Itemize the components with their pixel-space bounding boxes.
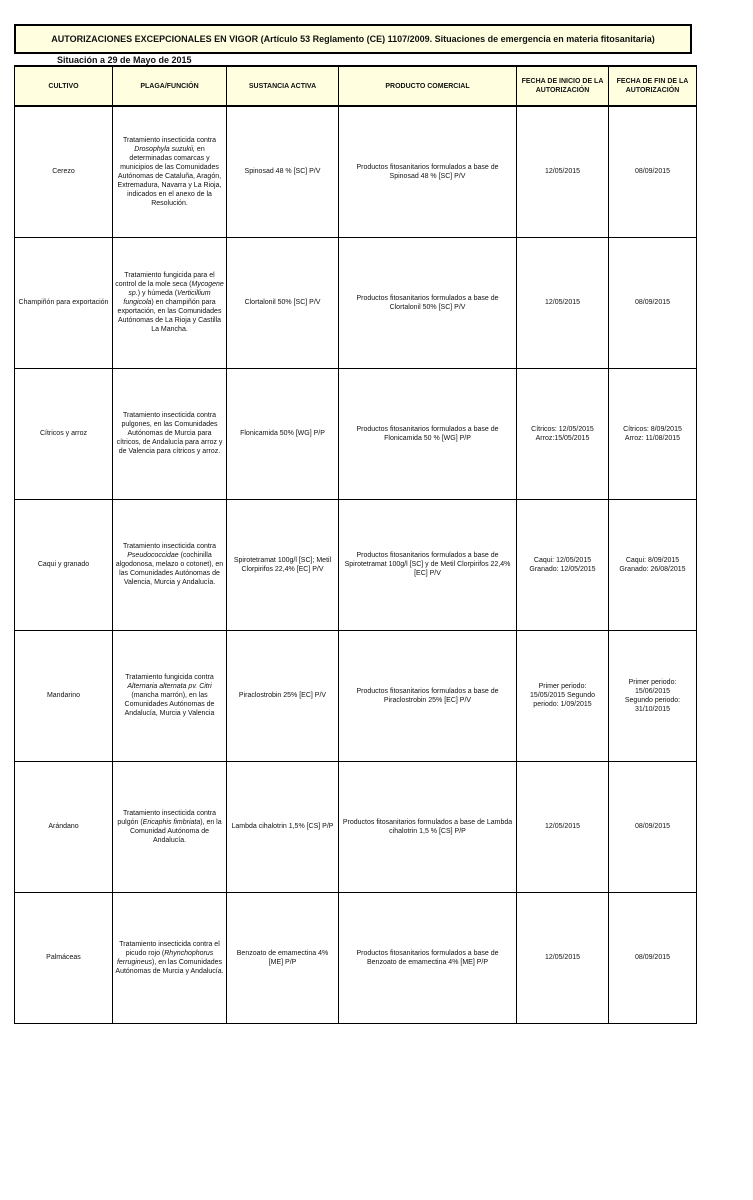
table-row — [15, 892, 697, 1023]
cell-cultivo: Caqui y granado — [15, 499, 113, 630]
situation-date: Situación a 29 de Mayo de 2015 — [57, 55, 192, 65]
cell-cultivo: Mandarino — [15, 630, 113, 761]
header-fecha-fin: FECHA DE FIN DE LA AUTORIZACIÓN — [609, 66, 697, 106]
header-cultivo: CULTIVO — [15, 66, 113, 106]
cell-sustancia: Lambda cihalotrin 1,5% [CS] P/P — [227, 761, 339, 892]
cell-fecha-inicio: 12/05/2015 — [517, 761, 609, 892]
cell-cultivo: Palmáceas — [15, 892, 113, 1023]
header-plaga: PLAGA/FUNCIÓN — [113, 66, 227, 106]
authorizations-table — [14, 65, 697, 1024]
document-title — [14, 24, 692, 54]
cell-cultivo: Cerezo — [15, 106, 113, 237]
cell-fecha-inicio: Cítricos: 12/05/2015 Arroz:15/05/2015 — [517, 368, 609, 499]
cell-fecha-inicio: 12/05/2015 — [517, 237, 609, 368]
cell-fecha-fin: Caqui: 8/09/2015 Granado: 26/08/2015 — [609, 499, 697, 630]
cell-fecha-inicio: Primer periodo: 15/05/2015 Segundo periodo: 1/09/2015 — [517, 630, 609, 761]
cell-sustancia: Piraclostrobin 25% [EC] P/V — [227, 630, 339, 761]
cell-plaga: Tratamiento insecticida contra Drosophyla suzukii, en determinadas comarcas y municipios de las Comunidades Autónomas de Cataluña, Aragón, Extremadura, Navarra y La Rioja, indicados en el anexo de la Resolución. — [113, 106, 227, 237]
cell-sustancia: Benzoato de emamectina 4% [ME] P/P — [227, 892, 339, 1023]
cell-producto: Productos fitosanitarios formulados a base de Spinosad 48 % [SC] P/V — [339, 106, 517, 237]
cell-producto: Productos fitosanitarios formulados a base de Flonicamida 50 % [WG] P/P — [339, 368, 517, 499]
cell-fecha-inicio: 12/05/2015 — [517, 892, 609, 1023]
cell-fecha-fin: 08/09/2015 — [609, 237, 697, 368]
cell-fecha-fin: 08/09/2015 — [609, 106, 697, 237]
table-row — [15, 761, 697, 892]
cell-plaga: Tratamiento insecticida contra pulgones, en las Comunidades Autónomas de Murcia para cítricos, de Andalucía para arroz y de Valencia para cítricos y arroz. — [113, 368, 227, 499]
cell-sustancia: Spirotetramat 100g/l [SC]; Metil Clorpirifos 22,4% [EC] P/V — [227, 499, 339, 630]
cell-sustancia: Clortalonil 50% [SC] P/V — [227, 237, 339, 368]
cell-producto: Productos fitosanitarios formulados a base de Clortalonil 50% [SC] P/V — [339, 237, 517, 368]
cell-sustancia: Spinosad 48 % [SC] P/V — [227, 106, 339, 237]
table-row — [15, 106, 697, 237]
header-producto: PRODUCTO COMERCIAL — [339, 66, 517, 106]
table-row — [15, 499, 697, 630]
cell-fecha-fin: 08/09/2015 — [609, 761, 697, 892]
table-header-row — [15, 66, 697, 106]
cell-fecha-fin: Primer periodo: 15/06/2015 Segundo periodo: 31/10/2015 — [609, 630, 697, 761]
cell-fecha-inicio: Caqui: 12/05/2015 Granado: 12/05/2015 — [517, 499, 609, 630]
header-fecha-inicio: FECHA DE INICIO DE LA AUTORIZACIÓN — [517, 66, 609, 106]
table-row — [15, 237, 697, 368]
cell-cultivo: Champiñón para exportación — [15, 237, 113, 368]
cell-plaga: Tratamiento insecticida contra el picudo rojo (Rhynchophorus ferrugineus), en las Comunidades Autónomas de Murcia y Andalucía. — [113, 892, 227, 1023]
cell-cultivo: Cítricos y arroz — [15, 368, 113, 499]
cell-plaga: Tratamiento insecticida contra pulgón (Ericaphis fimbriata), en la Comunidad Autónoma de Andalucía. — [113, 761, 227, 892]
cell-producto: Productos fitosanitarios formulados a base de Lambda cihalotrin 1,5 % [CS] P/P — [339, 761, 517, 892]
cell-plaga: Tratamiento fungicida contra Alternaria alternata pv. Citri (mancha marrón), en las Comunidades Autónomas de Andalucía, Murcia y Valencia — [113, 630, 227, 761]
cell-plaga: Tratamiento insecticida contra Pseudococcidae (cochinilla algodonosa, melazo o cotonet), en las Comunidades Autónomas de Valencia, Murcia y Andalucía. — [113, 499, 227, 630]
table-row — [15, 368, 697, 499]
document-title-text: AUTORIZACIONES EXCEPCIONALES EN VIGOR (Artículo 53 Reglamento (CE) 1107/2009. Situaciones de emergencia en materia fitosanitaria) — [51, 34, 655, 44]
cell-fecha-fin: Cítricos: 8/09/2015 Arroz: 11/08/2015 — [609, 368, 697, 499]
cell-producto: Productos fitosanitarios formulados a base de Benzoato de emamectina 4% [ME] P/P — [339, 892, 517, 1023]
cell-producto: Productos fitosanitarios formulados a base de Piraclostrobin 25% [EC] P/V — [339, 630, 517, 761]
cell-fecha-fin: 08/09/2015 — [609, 892, 697, 1023]
table-row — [15, 630, 697, 761]
cell-producto: Productos fitosanitarios formulados a base de Spirotetramat 100g/l [SC] y de Metil Clorpirifos 22,4% [EC] P/V — [339, 499, 517, 630]
cell-fecha-inicio: 12/05/2015 — [517, 106, 609, 237]
cell-plaga: Tratamiento fungicida para el control de la mole seca (Mycogene sp.) y húmeda (Verticillium fungicola) en champiñón para exportación, en las Comunidades Autónomas de La Rioja y Castilla La Mancha. — [113, 237, 227, 368]
cell-cultivo: Arándano — [15, 761, 113, 892]
cell-sustancia: Flonicamida 50% [WG] P/P — [227, 368, 339, 499]
header-sustancia: SUSTANCIA ACTIVA — [227, 66, 339, 106]
